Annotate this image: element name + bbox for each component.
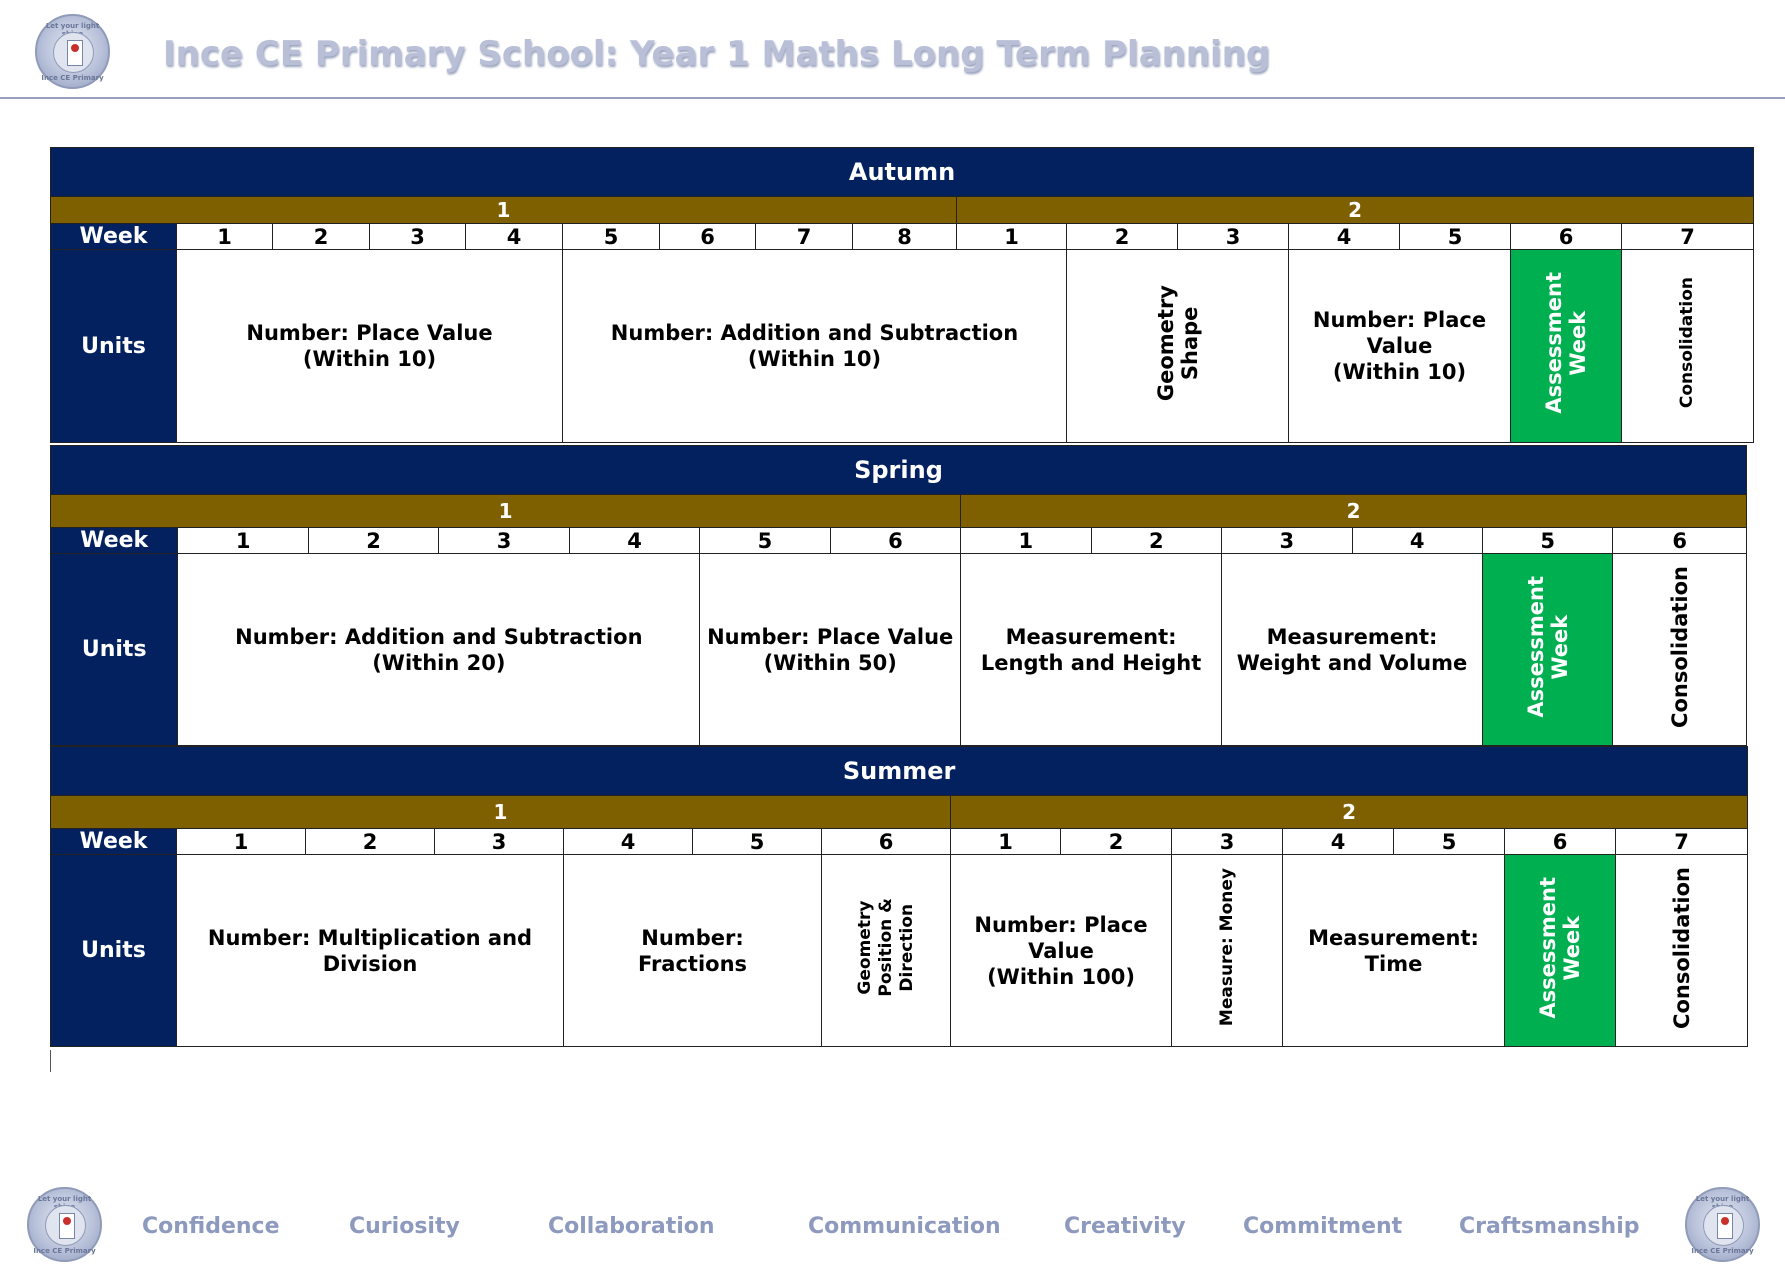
value-curiosity: Curiosity [349,1214,460,1239]
week-cell: 3 [1222,528,1352,554]
value-communication: Communication [808,1214,1001,1239]
unit-text: Measurement: Weight and Volume [1236,624,1468,675]
lighthouse-icon [1717,1213,1733,1239]
unit-assessment-week [1511,250,1622,443]
week-cell: 3 [370,224,466,250]
logo-motto: Let your light [1695,1195,1750,1203]
autumn-season-header: Autumn [51,148,1754,197]
week-cell: 2 [306,829,435,855]
summer-half-term-1: 1 [51,796,951,829]
week-cell: 2 [308,528,438,554]
spring-season-header: Spring [51,446,1747,495]
unit-consolidation [1616,855,1748,1047]
week-cell: 6 [1511,224,1622,250]
school-logo [35,14,110,89]
week-cell: 5 [1400,224,1511,250]
week-cell: 2 [1061,829,1172,855]
week-cell: 4 [466,224,563,250]
week-cell: 7 [1622,224,1754,250]
week-label: Week [51,829,177,855]
unit-geometry-position [822,855,951,1047]
value-creativity: Creativity [1064,1214,1186,1239]
spring-half-term-1: 1 [51,495,961,528]
unit-text: Measurement: Time [1308,925,1479,976]
lighthouse-icon [59,1213,75,1239]
unit-length-height [961,554,1222,746]
week-cell: 3 [1172,829,1283,855]
page-title: Ince CE Primary School: Year 1 Maths Long Term Planning [163,34,1271,74]
unit-place-value [951,855,1172,1047]
unit-text: Measurement: Length and Height [980,624,1202,675]
value-craftsmanship: Craftsmanship [1459,1214,1640,1239]
unit-text: Number: Place Value (Within 50) [707,624,954,675]
units-label: Units [51,855,177,1047]
week-cell: 6 [822,829,951,855]
unit-multiplication-division [177,855,564,1047]
week-cell: 6 [660,224,756,250]
unit-time [1283,855,1505,1047]
footer-logo-right [1685,1187,1760,1262]
week-cell: 1 [951,829,1061,855]
unit-text: Assessment Week [1536,876,1584,1019]
week-cell: 6 [830,528,960,554]
unit-text: Number: Place Value (Within 10) [246,321,493,371]
unit-fractions [564,855,822,1047]
week-cell: 5 [1394,829,1505,855]
unit-text: Number: Fractions [637,925,748,976]
unit-text: Consolidation [1677,277,1698,409]
value-confidence: Confidence [142,1214,280,1239]
autumn-table [50,147,1754,443]
unit-text: Number: Multiplication and Division [207,925,533,976]
unit-text: Consolidation [1667,565,1692,728]
value-commitment: Commitment [1243,1214,1403,1239]
summer-half-term-2: 2 [951,796,1748,829]
units-label: Units [51,250,177,443]
week-cell: 5 [1482,528,1612,554]
autumn-half-term-1: 1 [51,197,957,224]
unit-text: Number: Place Value (Within 100) [974,912,1148,989]
week-cell: 8 [853,224,957,250]
unit-text: Geometry Shape [1153,284,1202,402]
value-collaboration: Collaboration [548,1214,715,1239]
week-cell: 4 [569,528,699,554]
week-cell: 1 [961,528,1091,554]
unit-text: Assessment Week [1523,575,1572,718]
week-cell: 1 [177,224,273,250]
week-cell: 4 [1289,224,1400,250]
units-label: Units [51,554,178,746]
unit-consolidation [1622,250,1754,443]
week-cell: 2 [1091,528,1221,554]
unit-place-value-2 [1289,250,1511,443]
unit-place-value [700,554,961,746]
unit-text: Geometry Position & Direction [854,898,917,997]
unit-assessment-week [1505,855,1616,1047]
week-label: Week [51,528,178,554]
unit-consolidation [1613,554,1747,746]
unit-money [1172,855,1283,1047]
unit-addition-subtraction [563,250,1067,443]
footer-logo-left [27,1187,102,1262]
logo-motto: Let your light [37,1195,92,1203]
week-cell: 1 [177,829,306,855]
logo-school-name: Ince CE Primary [33,1247,96,1255]
unit-text: Consolidation [1669,866,1694,1029]
autumn-half-term-2: 2 [957,197,1754,224]
week-cell: 3 [1178,224,1289,250]
unit-text: Number: Addition and Subtraction (Within 20) [235,624,643,675]
unit-place-value [177,250,563,443]
logo-school-name: Ince CE Primary [41,74,104,82]
week-cell: 7 [1616,829,1748,855]
week-cell: 5 [693,829,822,855]
unit-text: Measure: Money [1216,868,1237,1027]
unit-addition-subtraction [178,554,700,746]
unit-text: Number: Place Value (Within 10) [1312,308,1487,384]
unit-assessment-week [1482,554,1612,746]
table-edge-line [50,1050,51,1072]
logo-motto: Let your light [45,22,100,30]
week-cell: 6 [1613,528,1747,554]
spring-table [50,445,1747,746]
summer-season-header: Summer [51,747,1748,796]
week-cell: 3 [435,829,564,855]
unit-text: Number: Addition and Subtraction (Within 10) [610,321,1019,371]
spring-half-term-2: 2 [961,495,1747,528]
unit-weight-volume [1222,554,1483,746]
week-cell: 2 [1067,224,1178,250]
unit-text: Assessment Week [1542,272,1590,414]
week-cell: 5 [700,528,830,554]
week-cell: 1 [178,528,308,554]
week-cell: 6 [1505,829,1616,855]
header-divider [0,97,1785,99]
week-cell: 7 [756,224,853,250]
week-cell: 4 [1283,829,1394,855]
lighthouse-icon [67,40,83,66]
week-cell: 2 [273,224,370,250]
week-label: Week [51,224,177,250]
unit-geometry-shape [1067,250,1289,443]
week-cell: 3 [439,528,569,554]
week-cell: 4 [564,829,693,855]
week-cell: 4 [1352,528,1482,554]
summer-table [50,746,1748,1047]
week-cell: 5 [563,224,660,250]
week-cell: 1 [957,224,1067,250]
logo-school-name: Ince CE Primary [1691,1247,1754,1255]
